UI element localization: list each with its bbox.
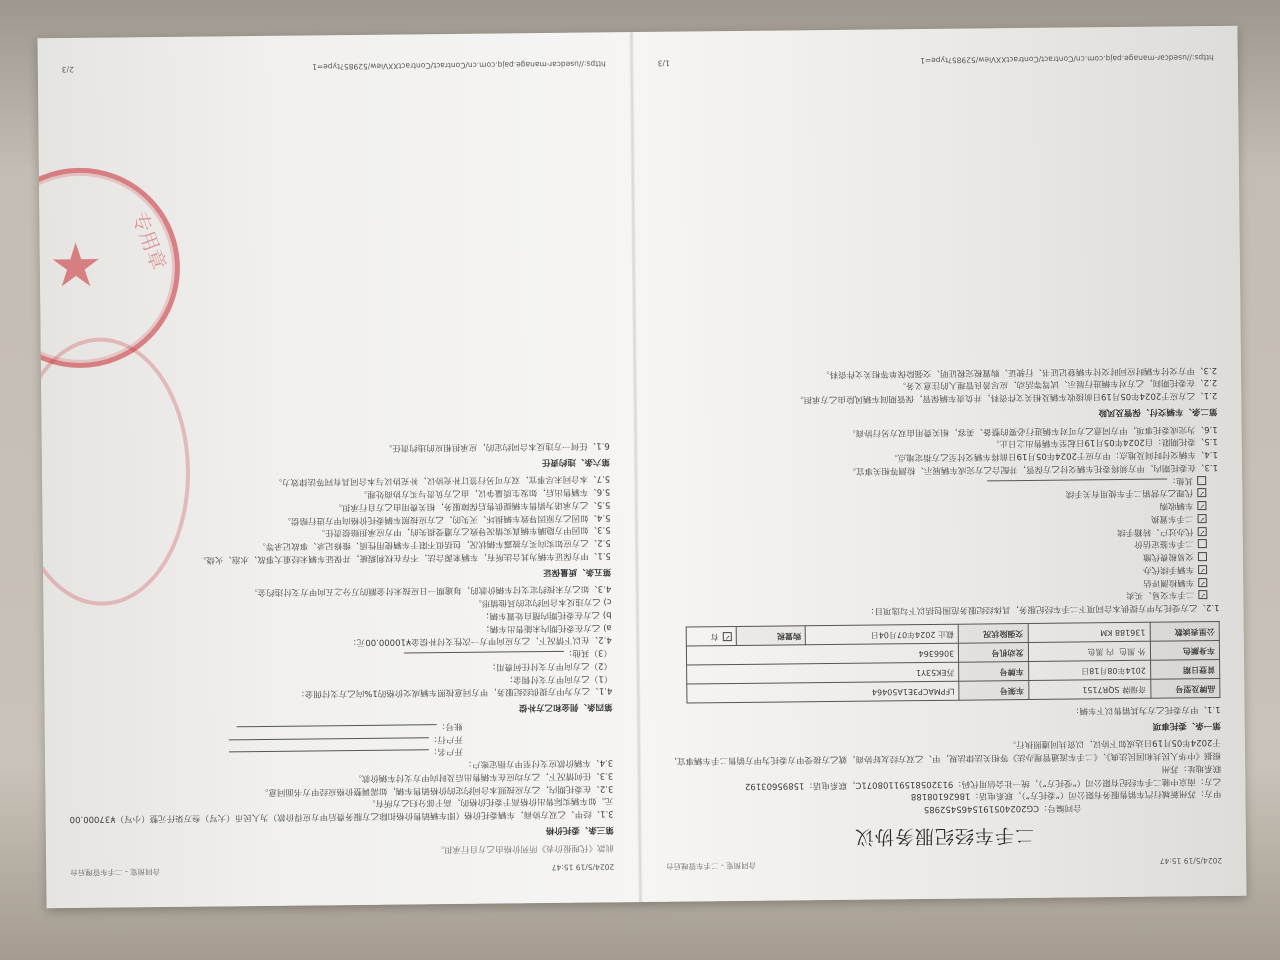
checkbox-icon bbox=[1198, 540, 1207, 549]
header-app: 合同预览 - 二手车管理后台 bbox=[70, 867, 161, 878]
account-no-label: 账号： bbox=[437, 720, 463, 732]
list-item: ✓代理乙方营销二手车使用有关手续 bbox=[1065, 487, 1205, 500]
clause-3-4: 3.4、车辆价款应支付至甲方指定账户： bbox=[463, 757, 614, 770]
checkbox-icon bbox=[1197, 476, 1206, 485]
clause-2-3: 2.3、甲方交付车辆时应同时交付车辆登记证书、行驶证、购置税完税证明、交强险保单等相关文件资料。 bbox=[820, 364, 1218, 379]
vehicle-info-table bbox=[686, 621, 1221, 704]
clause-4-1c: （3）其他： bbox=[68, 646, 612, 664]
header-timestamp: 2024/5/19 15:47 bbox=[551, 862, 615, 872]
page-header bbox=[666, 855, 1222, 872]
page-header bbox=[70, 861, 614, 878]
table-row: 首登日期 2014年08月18日 车牌号 苏EK53Y1 bbox=[687, 660, 1220, 685]
account-block bbox=[69, 718, 613, 762]
clause-5-2: 5.2、乙方应如实向买方披露车辆状况，包括但不限于车辆使用性质、维修记录、事故记录等。 bbox=[257, 537, 611, 552]
clause-2-2: 2.2、在委托期间，乙方对车辆进行展示、试驾等活动，应尽善良管理人的注意义务。 bbox=[897, 377, 1218, 391]
clause-6-1: 6.1、任何一方违反本合同约定的，应承担相应的违约责任。 bbox=[383, 440, 610, 453]
party-b-address: 联系地址：苏州 bbox=[1161, 762, 1222, 774]
header-app: 合同预览 - 二手车管理后台 bbox=[666, 860, 757, 871]
checkbox-icon: ✓ bbox=[724, 633, 731, 642]
checkbox-icon: ✓ bbox=[1199, 591, 1206, 600]
service-checklist bbox=[662, 473, 1219, 606]
list-item: ✓车辆检测评估 bbox=[1143, 576, 1206, 588]
clause-4-1a: （1）乙方向甲方支付佣金； bbox=[504, 673, 613, 685]
clause-5-4: 5.4、如因乙方原因导致车辆损坏、灭失的，乙方应按照车辆委托价格向甲方进行赔偿。 bbox=[282, 512, 611, 526]
seal-star-icon: ★ bbox=[48, 230, 104, 302]
clause-4-3: 4.3、如乙方未按约定支付车辆价款的，每逾期一日应按未付金额的万分之五向甲方支付违约金。 bbox=[249, 583, 612, 598]
footer-page-number: 1/3 bbox=[657, 58, 670, 69]
clause-5-1: 5.1、甲方保证车辆为其合法所有，车辆来源合法，不存在权利瑕疵，并保证车辆未经重大事故、水泡、火烧。 bbox=[197, 550, 611, 565]
clause-3-2: 3.2、在委托期内，乙方应按照本合同约定的价格销售车辆，如需调整价格应经甲方书面同意。 bbox=[259, 783, 614, 797]
clause-1-1: 1.1、甲方委托乙方为其销售以下车辆： bbox=[1070, 703, 1221, 716]
party-b: 乙方：南京中驰二手车经纪有限公司（“受托方”），统一社会信用代码：91320581591108071C，联系电话：15895603192 bbox=[744, 775, 1222, 791]
seal-text: 专用章 bbox=[127, 208, 171, 274]
party-a: 甲方：苏州新城行汽车销售服务有限公司（“委托方”），联系电话：18626108188 bbox=[910, 788, 1222, 802]
clause-1-2: 1.2、乙方受托为甲方提供本合同项下二手车经纪服务，具体经纪服务范围包括以下勾选项目： bbox=[865, 602, 1220, 616]
section-1-title: 第一条、委托事项 bbox=[1152, 719, 1221, 731]
clause-4-2b: b) 乙方在委托期内擅自处置车辆； bbox=[481, 609, 612, 621]
list-item: ✓代办过户、转籍手续 bbox=[1117, 525, 1206, 537]
list-item: 二手车鉴定估价 bbox=[663, 537, 1207, 555]
page-footer bbox=[62, 58, 606, 75]
clause-5-6: 5.6、车辆售出后，如发生质量争议，由乙方负责与买方协商处理。 bbox=[358, 486, 611, 500]
section-4-title: 第四条、佣金和乙方补偿 bbox=[518, 701, 613, 713]
checkbox-icon: ✓ bbox=[1198, 502, 1205, 511]
section-3-title: 第三条、委托价格 bbox=[545, 824, 614, 836]
clause-2-1: 2.1、乙方应于2024年05月19日前接收车辆及相关文件资料，并负责车辆保管，保管期间车辆风险由乙方承担。 bbox=[794, 390, 1218, 405]
contract-sheet bbox=[37, 26, 1246, 909]
checkbox-icon: ✓ bbox=[1199, 578, 1206, 587]
list-item: ✓车辆收购 bbox=[1159, 500, 1205, 511]
page-footer bbox=[658, 52, 1214, 69]
clause-3-1: 3.1、经甲、乙双方协商，车辆委托价格（即车辆销售价格扣除乙方服务费后甲方应得价款）为人民币（大写）叁万柒仟元整（小写）¥37000.00元。如车辆实际售出价格高于委托价格的，高于部分归乙方所有。 bbox=[69, 795, 614, 825]
contract-title: 二手车经纪服务协议 bbox=[853, 823, 1035, 848]
list-item: ✓二手车交易、买卖 bbox=[1126, 589, 1206, 601]
contract-page-2 bbox=[37, 32, 638, 908]
clause-4-2: 4.2、在以下情况下，乙方应向甲方一次性支付补偿金¥10000.00元： bbox=[348, 634, 612, 648]
footer-page-number: 2/3 bbox=[61, 65, 74, 75]
table-row: 车身颜色 外 黑色 内 黑色 发动机号 3066364 bbox=[687, 641, 1220, 666]
clause-5-5: 5.5、乙方承诺为销售车辆提供售后保障服务，相关费用由乙方自行承担。 bbox=[333, 499, 611, 513]
clause-1-4: 1.4、车辆交付时间及地点：甲方应于2024年05月19日前将车辆交付至乙方指定地点。 bbox=[889, 449, 1218, 463]
header-timestamp: 2024/5/19 15:47 bbox=[1159, 855, 1223, 866]
list-item: ✓车辆手续代办 bbox=[1143, 564, 1206, 575]
list-item: ✓二手车置换 bbox=[1151, 513, 1206, 524]
section-6-title: 第六条、违约责任 bbox=[541, 456, 610, 467]
contract-number: 合同编号：CG2024051915465452985 bbox=[923, 802, 1082, 815]
checkbox-icon bbox=[1198, 552, 1207, 561]
clause-1-3: 1.3、在委托期内，甲方须将委托车辆交付乙方保管，并配合乙方完成车辆展示、检测等相关事宜。 bbox=[847, 461, 1219, 476]
footer-url: https://usedcar-manage.pajq.com.cn/Contract/ContractXXView/52985?type=1 bbox=[312, 59, 606, 72]
clause-4-2a: a) 乙方在委托期内未能售出车辆； bbox=[481, 622, 612, 634]
clause-1-6: 1.6、为完成委托事项，甲方同意乙方可对车辆进行必要的整备、美容，相关费用由双方另行协商。 bbox=[847, 423, 1218, 438]
list-item: 其他： bbox=[662, 473, 1206, 491]
clause-5-3: 5.3、如因甲方隐瞒车辆真实情况导致乙方遭受损失的，甲方应承担赔偿责任。 bbox=[316, 524, 611, 538]
section-2-title: 第二条、车辆交付、保管及风险 bbox=[1098, 405, 1218, 418]
clause-4-1: 4.1、乙方为甲方提供经纪服务，甲方同意按照车辆成交价格的1%向乙方支付佣金： bbox=[296, 685, 613, 700]
account-bank-label: 开户行： bbox=[428, 733, 463, 744]
table-row: 品牌及型号 奇瑞牌 SQR7151 车架号 LFPMACP3E1A50464 bbox=[687, 679, 1220, 704]
table-row: 公里表读数 136188 KM 交强险状况 截止 2024年07月04日 购置税 ✓有 bbox=[686, 622, 1219, 647]
contract-page-1 bbox=[633, 26, 1246, 902]
contract-intro: 根据《中华人民共和国民法典》、《二手车流通管理办法》等相关法律法规，甲、乙双方经友好协商，就乙方接受甲方委托为甲方销售二手车辆事宜，于2024年05月19日达成如下协议，以资共同遵照执行。 bbox=[668, 737, 1222, 766]
checkbox-icon: ✓ bbox=[1199, 527, 1206, 536]
clause-3-3: 3.3、任何情况下，乙方均应在车辆售出后及时向甲方支付车辆价款。 bbox=[353, 770, 614, 784]
section-5-title: 第五条、质量保证 bbox=[543, 566, 612, 577]
checkbox-icon: ✓ bbox=[1198, 489, 1205, 498]
clause-5-7: 5.7、本合同未尽事宜，双方可另行签订补充协议，补充协议与本合同具有同等法律效力。 bbox=[273, 473, 611, 488]
top-note: 前款《代理报价表》所列价格由乙方自行承担。 bbox=[435, 842, 615, 854]
clause-1-5: 1.5、委托期限：自2024年05月19日起至车辆售出之日止。 bbox=[990, 436, 1218, 449]
checkbox-icon: ✓ bbox=[1199, 566, 1206, 575]
footer-url: https://usedcar-manage.pajq.com.cn/Contract/ContractXXView/52985?type=1 bbox=[920, 53, 1214, 66]
list-item: 交易税费代缴 bbox=[663, 550, 1207, 568]
clause-4-1b: （2）乙方向甲方支付任何费用； bbox=[487, 660, 613, 672]
account-name-label: 开户名： bbox=[428, 746, 464, 757]
clause-4-2c: c) 乙方违反本合同约定的其他情形。 bbox=[473, 596, 612, 609]
checkbox-icon: ✓ bbox=[1199, 515, 1206, 524]
